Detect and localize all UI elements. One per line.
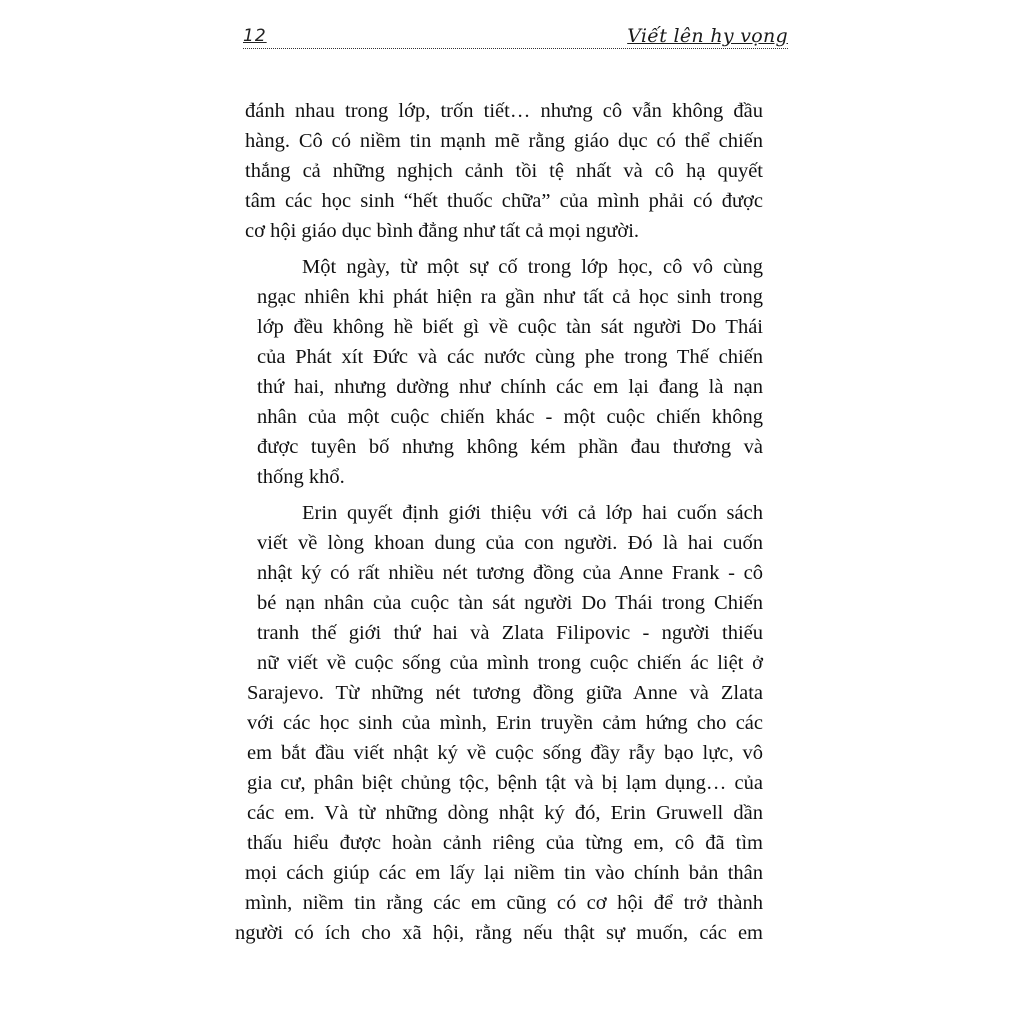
text-line: nữ viết về cuộc sống của mình trong cuộc chiến ác liệt ở <box>257 652 763 674</box>
text-line: đánh nhau trong lớp, trốn tiết… nhưng cô vẫn không đầu <box>245 100 763 122</box>
text-line: mọi cách giúp các em lấy lại niềm tin vào chính bản thân <box>245 862 763 884</box>
text-line: nhân của một cuộc chiến khác - một cuộc chiến không <box>257 406 763 428</box>
text-line: cơ hội giáo dục bình đẳng như tất cả mọi người. <box>245 220 640 242</box>
text-line: mình, niềm tin rằng các em cũng có cơ hội để trở thành <box>245 892 763 914</box>
text-line: hàng. Cô có niềm tin mạnh mẽ rằng giáo dục có thể chiến <box>245 130 763 152</box>
text-line: tranh thế giới thứ hai và Zlata Filipovic - người thiếu <box>257 622 763 644</box>
paragraph-2 <box>245 252 763 492</box>
text-line: được tuyên bố nhưng không kém phần đau thương và <box>257 436 763 458</box>
text-line: Sarajevo. Từ những nét tương đồng giữa Anne và Zlata <box>247 682 763 704</box>
text-line: thấu hiểu được hoàn cảnh riêng của từng em, cô đã tìm <box>247 832 763 854</box>
text-line: với các học sinh của mình, Erin truyền cảm hứng cho các <box>247 712 763 734</box>
paragraph-3 <box>235 498 763 948</box>
text-line: bé nạn nhân của cuộc tàn sát người Do Thái trong Chiến <box>257 592 763 614</box>
text-line: em bắt đầu viết nhật ký về cuộc sống đầy rẫy bạo lực, vô <box>247 742 763 764</box>
running-header <box>243 20 788 49</box>
text-line: tâm các học sinh “hết thuốc chữa” của mình phải có được <box>245 190 763 212</box>
text-line: ngạc nhiên khi phát hiện ra gần như tất cả học sinh trong <box>257 286 763 308</box>
text-line: các em. Và từ những dòng nhật ký đó, Erin Gruwell dần <box>247 802 763 824</box>
paragraph-1 <box>245 96 763 246</box>
book-title: Viết lên hy vọng <box>627 25 788 47</box>
text-line: thống khổ. <box>257 466 345 488</box>
page-number: 12 <box>243 26 267 46</box>
text-line: người có ích cho xã hội, rằng nếu thật sự muốn, các em <box>235 922 763 944</box>
text-line: Erin quyết định giới thiệu với cả lớp hai cuốn sách <box>302 502 763 524</box>
text-line: gia cư, phân biệt chủng tộc, bệnh tật và bị lạm dụng… của <box>247 772 763 794</box>
text-line: thứ hai, nhưng dường như chính các em lại đang là nạn <box>257 376 763 398</box>
text-line: Một ngày, từ một sự cố trong lớp học, cô vô cùng <box>302 256 763 278</box>
text-line: nhật ký có rất nhiều nét tương đồng của Anne Frank - cô <box>257 562 763 584</box>
body-text <box>235 96 763 948</box>
text-line: lớp đều không hề biết gì về cuộc tàn sát người Do Thái <box>257 316 763 338</box>
text-line: thắng cả những nghịch cảnh tồi tệ nhất và cô hạ quyết <box>245 160 763 182</box>
text-line: viết về lòng khoan dung của con người. Đó là hai cuốn <box>257 532 763 554</box>
text-line: của Phát xít Đức và các nước cùng phe trong Thế chiến <box>257 346 763 368</box>
